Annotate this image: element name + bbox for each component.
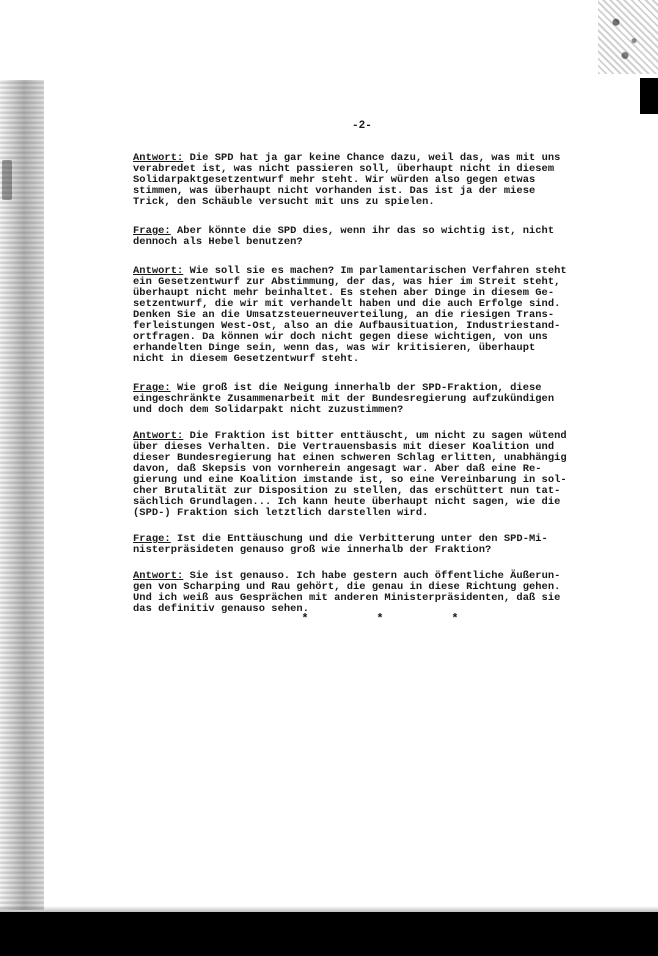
- separator-star: *: [301, 612, 309, 626]
- section-separator: [300, 612, 460, 626]
- page-number: -2-: [352, 120, 372, 132]
- scan-corner-artifact: [598, 0, 658, 74]
- speaker-label: Antwort:: [133, 152, 184, 164]
- interview-text: [133, 153, 608, 628]
- speaker-label: Antwort:: [133, 265, 184, 277]
- speaker-label: Frage:: [133, 225, 171, 237]
- separator-star: *: [451, 612, 459, 626]
- qa-block: [133, 383, 608, 416]
- qa-block: [133, 153, 608, 208]
- qa-text: Wie soll sie es machen? Im parlamentarischen Verfahren steht ein Gesetzentwurf zur Abstimmung, der das, was hier im Streit steht, überhaupt nicht mehr beinhaltet. Es stehen aber Dinge in diesem Ge- setzentwurf, die wir mit verhandelt haben und die auch Erfolge sind. Denken Sie an die Umsatzsteuerneuverteilung, an die riesigen Trans- ferleistungen West-Ost, also an die Aufbausituation, Industriestand- ortfragen. Da können wir doch nicht gegen diese wichtigen, von uns erhandelten Dinge sein, wenn das, was wir kritisieren, überhaupt nicht in diesem Gesetzentwurf steht.: [133, 265, 567, 365]
- qa-text: Die SPD hat ja gar keine Chance dazu, weil das, was mit uns verabredet ist, was nicht passieren soll, überhaupt nicht in diesem Solidarpaktgesetzentwurf mehr steht. Wir würden also gegen etwas stimmen, was überhaupt nicht vorhanden ist. Das ist ja der miese Trick, den Schäuble versucht mit uns zu spielen.: [133, 152, 561, 208]
- qa-text: Ist die Enttäuschung und die Verbitterung unter den SPD-Mi- nisterpräsideten genauso groß wie innerhalb der Fraktion?: [133, 533, 548, 556]
- speaker-label: Frage:: [133, 533, 171, 545]
- qa-text: Wie groß ist die Neigung innerhalb der SPD-Fraktion, diese eingeschränkte Zusammenarbeit mit der Bundesregierung aufzukündigen und doch dem Solidarpakt nicht zuzustimmen?: [133, 382, 555, 416]
- qa-text: Aber könnte die SPD dies, wenn ihr das so wichtig ist, nicht dennoch als Hebel benutzen?: [133, 225, 555, 248]
- scan-tab-artifact: [640, 78, 658, 114]
- scan-spot-artifact: [2, 160, 12, 200]
- qa-block: [133, 266, 608, 365]
- speaker-label: Antwort:: [133, 570, 184, 582]
- speaker-label: Frage:: [133, 382, 171, 394]
- qa-text: Die Fraktion ist bitter enttäuscht, um nicht zu sagen wütend über dieses Verhalten. Die Vertrauensbasis mit dieser Koalition und dieser Bundesregierung hat einen schweren Schlag erlitten, unabhängig davon, daß Skepsis von vornherein angesagt war. Aber daß eine Re- gierung und eine Koalition imstande ist, so eine Vereinbarung in sol- cher Brutalität zur Disposition zu stellen, das erschüttert nun tat- sächlich Grundlagen... Ich kann heute überhaupt nicht sagen, wie die (SPD-) Fraktion sich letztlich darstellen wird.: [133, 430, 567, 519]
- qa-block: [133, 534, 608, 556]
- scan-edge-artifact: [0, 80, 44, 910]
- qa-block: [133, 431, 608, 519]
- qa-text: Sie ist genauso. Ich habe gestern auch öffentliche Äußerun- gen von Scharping und Rau gehört, die genau in diese Richtung gehen. Und ich weiß aus Gesprächen mit anderen Ministerpräsidenten, daß sie das definitiv genauso sehen.: [133, 570, 561, 615]
- scan-bottom-bar: [0, 912, 658, 956]
- speaker-label: Antwort:: [133, 430, 184, 442]
- qa-block: [133, 571, 608, 615]
- separator-star: *: [376, 612, 384, 626]
- qa-block: [133, 226, 608, 248]
